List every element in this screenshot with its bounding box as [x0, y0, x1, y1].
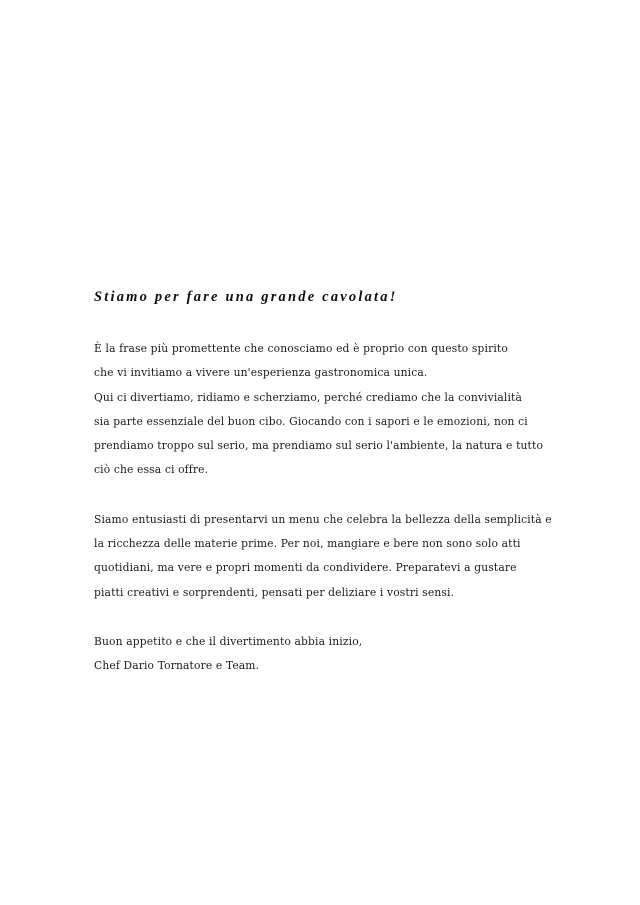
signature-line: Chef Dario Tornatore e Team.: [94, 659, 260, 673]
menu-paragraph: [94, 508, 614, 605]
closing-line: Buon appetito e che il divertimento abbia inizio,: [94, 634, 363, 648]
intro-paragraph: [94, 337, 614, 483]
text-line: Siamo entusiasti di presentarvi un menu che celebra la bellezza della semplicità e: [94, 512, 552, 526]
letter-content: [94, 289, 614, 704]
text-line: che vi invitiamo a vivere un'esperienza gastronomica unica.: [94, 366, 428, 380]
text-line: Qui ci divertiamo, ridiamo e scherziamo, perché crediamo che la convivialità: [94, 390, 523, 404]
text-line: ciò che essa ci offre.: [94, 463, 209, 477]
text-line: quotidiani, ma vere e propri momenti da condividere. Preparatevi a gustare: [94, 561, 517, 575]
text-line: sia parte essenziale del buon cibo. Giocando con i sapori e le emozioni, non ci: [94, 414, 528, 428]
signature-paragraph: [94, 630, 614, 679]
text-line: È la frase più promettente che conosciamo ed è proprio con questo spirito: [94, 342, 508, 355]
text-line: la ricchezza delle materie prime. Per noi, mangiare e bere non sono solo atti: [94, 537, 521, 551]
text-line: prendiamo troppo sul serio, ma prendiamo sul serio l'ambiente, la natura e tutto: [94, 439, 544, 453]
text-line: piatti creativi e sorprendenti, pensati per deliziare i vostri sensi.: [94, 585, 455, 599]
letter-title: Stiamo per fare una grande cavolata!: [94, 289, 398, 305]
